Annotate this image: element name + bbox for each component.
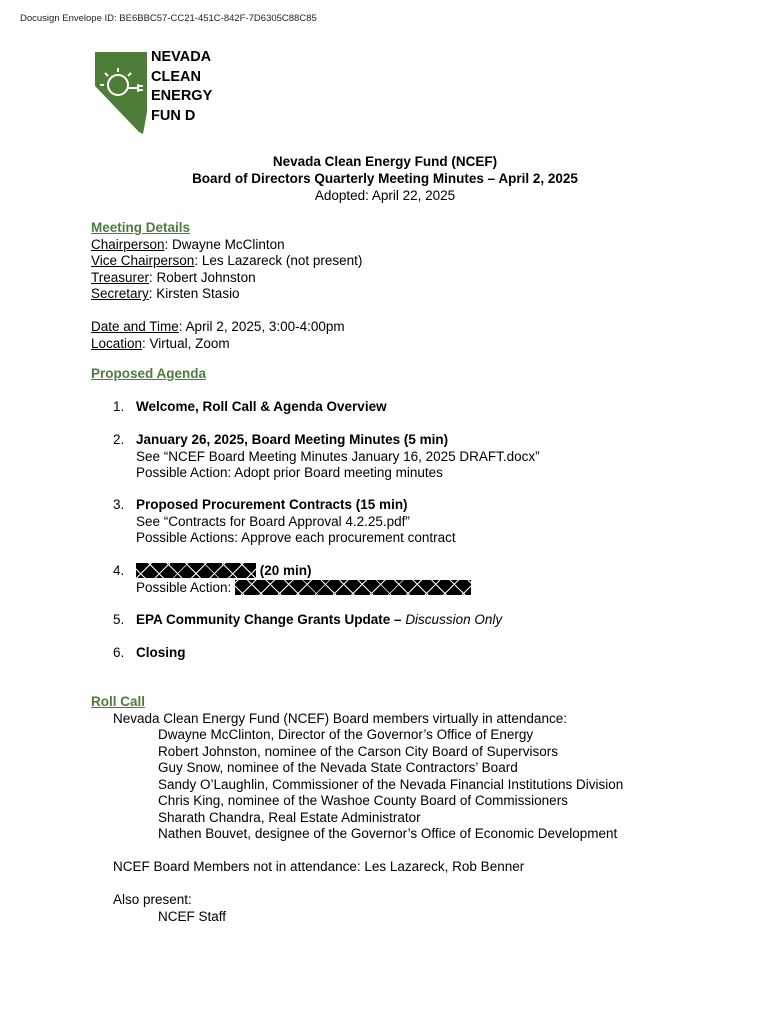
attendee: Nathen Bouvet, designee of the Governor’s Office of Economic Development	[158, 826, 618, 841]
chair-label: Chairperson	[91, 236, 165, 252]
item-number: 5.	[113, 612, 125, 627]
attendee: Guy Snow, nominee of the Nevada State Contractors’ Board	[158, 760, 518, 775]
item-number: 4.	[113, 563, 125, 578]
attendee: Chris King, nominee of the Washoe County Board of Commissioners	[158, 793, 568, 808]
attendee: Dwayne McClinton, Director of the Governor’s Office of Energy	[158, 727, 534, 742]
attendee: Sandy O’Laughlin, Commissioner of the Nevada Financial Institutions Division	[158, 776, 624, 792]
chairperson-row	[91, 237, 362, 254]
item-number: 3.	[113, 497, 125, 512]
item-title: Proposed Procurement Contracts (15 min)	[136, 497, 408, 512]
also-present-item: NCEF Staff	[158, 908, 227, 924]
logo-line: FUN D	[151, 107, 196, 124]
treasurer-row	[91, 270, 362, 287]
nevada-state-icon	[93, 50, 149, 136]
item-number: 6.	[113, 645, 125, 660]
attendee: Robert Johnston, nominee of the Carson City Board of Supervisors	[158, 743, 558, 759]
treasurer-label: Treasurer	[91, 269, 150, 285]
item-title: (20 min)	[259, 563, 312, 578]
agenda-heading-wrap	[91, 366, 206, 383]
item-title: Welcome, Roll Call & Agenda Overview	[136, 399, 387, 414]
roll-call-intro: Nevada Clean Energy Fund (NCEF) Board members virtually in attendance:	[113, 710, 567, 726]
item-action: Possible Action:	[136, 579, 232, 595]
chair-value: : Dwayne McClinton	[164, 236, 285, 252]
redaction-block	[136, 563, 256, 578]
envelope-id: Docusign Envelope ID: BE6BBC57-CC21-451C-842F-7D6305C88C85	[20, 13, 317, 24]
logo-line: NEVADA	[151, 49, 212, 65]
item-number: 1.	[113, 399, 125, 414]
item-action: Possible Action: Adopt prior Board meeting minutes	[136, 465, 443, 480]
datetime-label: Date and Time	[91, 319, 179, 334]
document-title	[0, 153, 770, 204]
item-reference: See “Contracts for Board Approval 4.2.25.pdf”	[136, 513, 410, 529]
secretary-label: Secretary	[91, 286, 149, 301]
item-title: January 26, 2025, Board Meeting Minutes (5 min)	[136, 432, 449, 447]
item-action: Possible Actions: Approve each procurement contract	[136, 530, 456, 545]
item-note: Discussion Only	[405, 612, 503, 627]
item-reference: See “NCEF Board Meeting Minutes January 16, 2025 DRAFT.docx”	[136, 448, 540, 464]
secretary-row	[91, 286, 362, 303]
location-label: Location	[91, 335, 143, 351]
roll-call-section	[91, 694, 623, 925]
location-value: : Virtual, Zoom	[142, 335, 230, 351]
title-line-1: Nevada Clean Energy Fund (NCEF)	[272, 154, 498, 169]
logo-line: ENERGY	[151, 88, 213, 104]
meeting-details-section	[91, 220, 362, 352]
treasurer-value: : Robert Johnston	[149, 269, 256, 285]
item-title: Closing	[136, 645, 186, 660]
item-title: EPA Community Change Grants Update –	[136, 612, 402, 627]
adopted-date: Adopted: April 22, 2025	[314, 188, 456, 203]
also-present-label: Also present:	[113, 892, 192, 907]
logo-text	[151, 48, 212, 126]
secretary-value: : Kirsten Stasio	[148, 286, 240, 301]
logo-line: CLEAN	[151, 68, 201, 85]
title-line-2: Board of Directors Quarterly Meeting Minutes – April 2, 2025	[192, 171, 578, 186]
meeting-details-heading: Meeting Details	[91, 220, 191, 235]
item-number: 2.	[113, 432, 125, 447]
location-row	[91, 336, 362, 353]
agenda-heading: Proposed Agenda	[91, 366, 207, 381]
redaction-block	[235, 580, 471, 595]
vice-chair-row	[91, 253, 362, 270]
datetime-row	[91, 319, 362, 336]
datetime-value: : April 2, 2025, 3:00-4:00pm	[178, 319, 345, 334]
attendee: Sharath Chandra, Real Estate Administrator	[158, 809, 421, 825]
vice-value: : Les Lazareck (not present)	[194, 253, 363, 268]
vice-label: Vice Chairperson	[91, 253, 195, 268]
not-attending: NCEF Board Members not in attendance: Les Lazareck, Rob Benner	[113, 859, 525, 874]
ncef-logo	[93, 48, 233, 138]
roll-call-heading: Roll Call	[91, 694, 146, 709]
